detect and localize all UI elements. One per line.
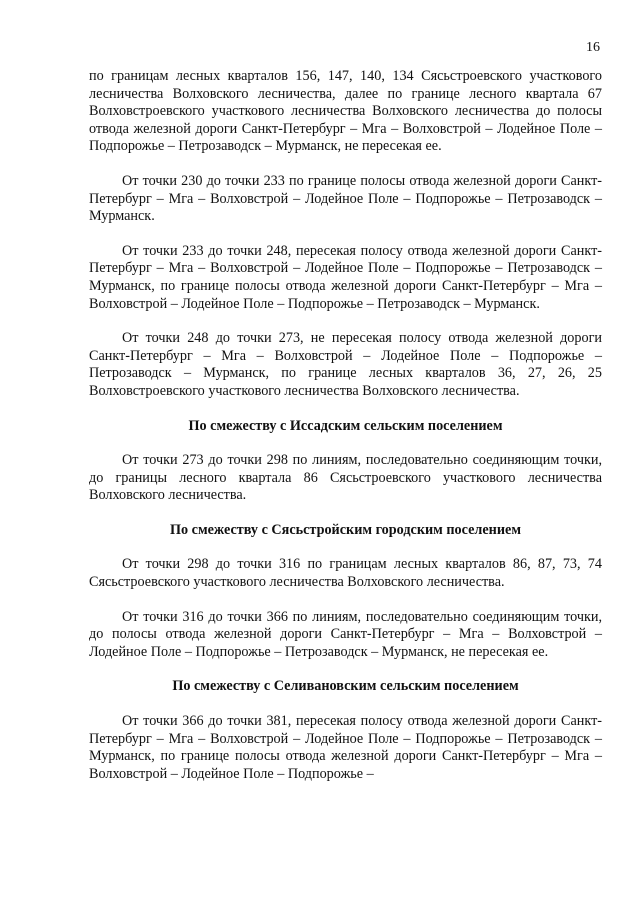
body-paragraph: От точки 298 до точки 316 по границам лесных кварталов 86, 87, 73, 74 Сясьстроевского участкового лесничества Волховского лесничества.	[89, 556, 602, 591]
section-heading: По смежеству с Иссадским сельским поселением	[188, 417, 503, 434]
body-paragraph: От точки 248 до точки 273, не пересекая полосу отвода железной дороги Санкт-Петербург – Мга – Волховстрой – Лодейное Поле – Подпорожье – Петрозаводск – Мурманск, по границе лесных кварталов 36, 27, 26, 25 Волховстроевского участкового лесничества Волховского лесничества.	[89, 330, 602, 399]
body-paragraph: От точки 366 до точки 381, пересекая полосу отвода железной дороги Санкт-Петербург – Мга – Волховстрой – Лодейное Поле – Подпорожье – Петрозаводск – Мурманск, по границе полосы отвода железной дороги Санкт-Петербург – Мга – Волховстрой – Лодейное Поле – Подпорожье –	[89, 713, 602, 782]
body-paragraph: От точки 273 до точки 298 по линиям, последовательно соединяющим точки, до границы лесного квартала 86 Сясьстроевского участкового лесничества Волховского лесничества.	[89, 452, 602, 504]
document-body	[89, 68, 602, 800]
section-heading: По смежеству с Селивановским сельским поселением	[172, 678, 519, 695]
body-paragraph: От точки 230 до точки 233 по границе полосы отвода железной дороги Санкт-Петербург – Мга – Волховстрой – Лодейное Поле – Подпорожье – Петрозаводск – Мурманск.	[89, 172, 602, 225]
body-paragraph: по границам лесных кварталов 156, 147, 140, 134 Сясьстроевского участкового лесничества Волховского лесничества, далее по границе лесного квартала 67 Волховстроевского участкового лесничества Волховского лесничества до полосы отвода железной дороги Санкт-Петербург – Мга – Волховстрой – Лодейное Поле – Подпорожье – Петрозаводск – Мурманск, не пересекая ее.	[89, 68, 602, 155]
body-paragraph: От точки 316 до точки 366 по линиям, последовательно соединяющим точки, до полосы отвода железной дороги Санкт-Петербург – Мга – Волховстрой – Лодейное Поле – Подпорожье – Петрозаводск – Мурманск, не пересекая ее.	[89, 608, 602, 660]
page-number: 16	[586, 40, 600, 55]
body-paragraph: От точки 233 до точки 248, пересекая полосу отвода железной дороги Санкт-Петербург – Мга – Волховстрой – Лодейное Поле – Подпорожье – Петрозаводск – Мурманск, по границе полосы отвода железной дороги Санкт-Петербург – Мга – Волховстрой – Лодейное Поле – Подпорожье – Петрозаводск – Мурманск.	[89, 242, 602, 312]
section-heading: По смежеству с Сясьстройским городским поселением	[169, 521, 521, 538]
